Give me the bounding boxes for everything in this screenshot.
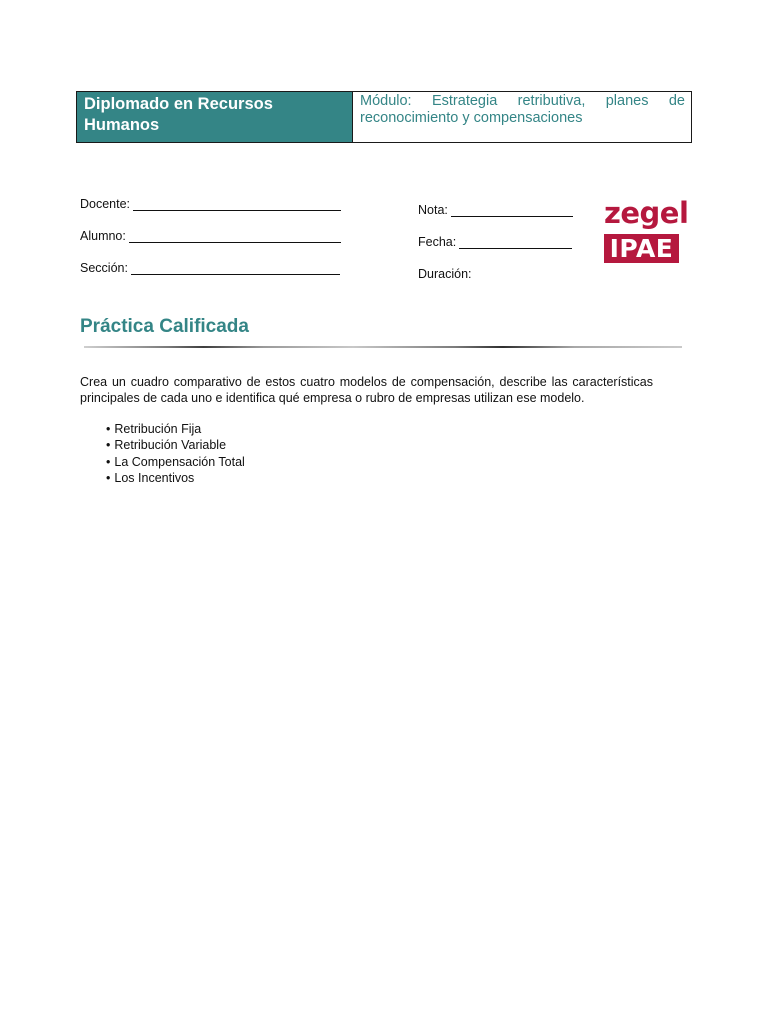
docente-line[interactable] — [133, 198, 341, 211]
list-item: • Los Incentivos — [106, 470, 245, 486]
alumno-field — [80, 229, 341, 243]
section-title: Práctica Calificada — [80, 316, 249, 337]
header-table — [76, 91, 692, 143]
nota-field — [418, 203, 573, 217]
duracion-field — [418, 267, 472, 281]
docente-field — [80, 197, 341, 211]
fecha-line[interactable] — [459, 236, 572, 249]
fecha-field — [418, 235, 572, 249]
logo-ipae-text: IPAE — [604, 234, 679, 263]
module-text: Módulo: Estrategia retributiva, planes de reconocimiento y compensaciones — [360, 93, 685, 126]
program-title-cell — [77, 92, 353, 142]
docente-label: Docente: — [80, 197, 131, 211]
duracion-label: Duración: — [418, 267, 472, 281]
alumno-line[interactable] — [129, 230, 341, 243]
alumno-label: Alumno: — [80, 229, 126, 243]
list-item: • La Compensación Total — [106, 454, 245, 470]
logo-zegel-text: zegel — [604, 196, 689, 230]
instructions-paragraph: Crea un cuadro comparativo de estos cuatro modelos de compensación, describe las características principales de cada uno e identifica qué empresa o rubro de empresas utilizan ese modelo. — [80, 375, 653, 405]
seccion-line[interactable] — [131, 262, 340, 275]
bullet-list — [106, 421, 245, 486]
list-item: • Retribución Variable — [106, 437, 245, 453]
program-title: Diplomado en Recursos Humanos — [84, 95, 273, 134]
seccion-field — [80, 261, 340, 275]
title-divider — [84, 346, 682, 348]
nota-label: Nota: — [418, 203, 448, 217]
nota-line[interactable] — [451, 204, 573, 217]
zegel-ipae-logo — [604, 196, 689, 263]
module-cell — [353, 92, 691, 142]
list-item: • Retribución Fija — [106, 421, 245, 437]
seccion-label: Sección: — [80, 261, 128, 275]
fecha-label: Fecha: — [418, 235, 457, 249]
